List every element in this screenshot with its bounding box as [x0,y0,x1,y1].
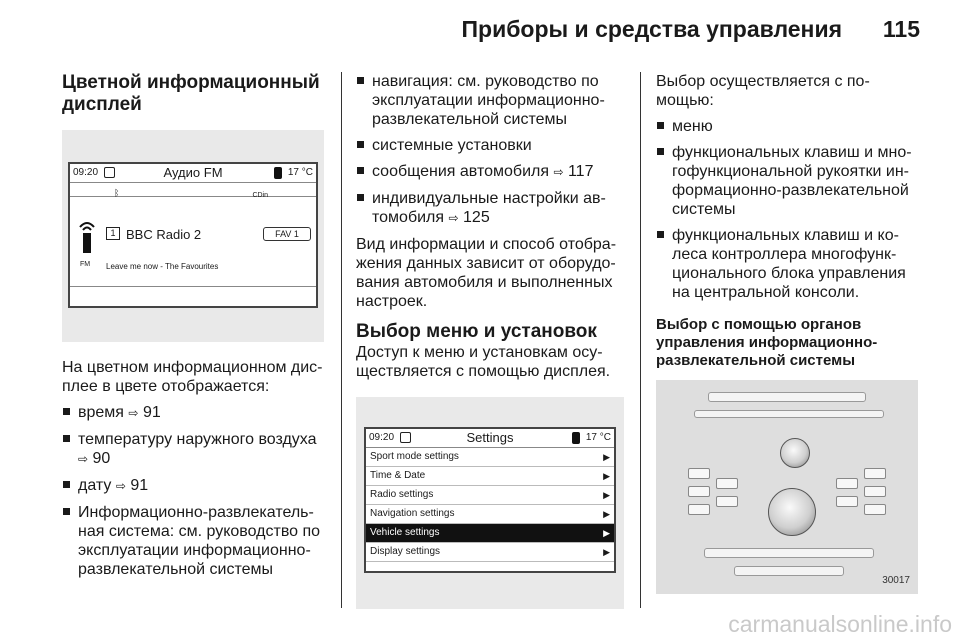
console-button[interactable] [716,478,738,489]
chevron-right-icon: ▶ [603,490,610,500]
chevron-right-icon: ▶ [603,452,610,462]
settings-menu-item[interactable] [366,524,614,543]
center-console-illustration [664,388,910,586]
page-reference[interactable]: 91 [130,477,149,494]
page-reference[interactable]: 117 [567,163,594,180]
column-divider-2 [640,72,641,608]
col1-item [62,403,324,423]
column-divider-1 [341,72,342,608]
band-label: FM [80,261,91,268]
col2-item [356,189,624,228]
list-item-text: функциональных клавиш и ко-леса контроллера многофунк-ционального блока управления на центральной консоли. [672,227,906,301]
song-info: Leave me now - The Favourites [106,262,219,271]
console-button[interactable] [864,468,886,479]
console-lower-strip [704,548,874,558]
screen-status-bar [70,164,316,183]
chevron-right-icon: ▶ [603,528,610,538]
console-bottom-strip [734,566,844,576]
screen-title: Settings [466,430,514,445]
settings-menu-label: Display settings [370,546,441,557]
col1-item [62,430,324,469]
col2-item [356,72,624,129]
arrow-ref-icon: ⇨ [448,211,459,225]
screen-bottom-bar [70,286,316,306]
screen-temperature: 17 °C [287,167,313,178]
screen-temperature: 17 °C [585,432,611,443]
console-button[interactable] [688,486,710,497]
settings-menu-item[interactable] [366,467,614,486]
display-screen-settings [364,427,616,573]
list-item-text: дату [78,477,112,494]
console-button[interactable] [688,504,710,515]
col2-section-text: Доступ к меню и установкам осу-ществляется с помощью дисплея. [356,344,611,380]
list-item-text: индивидуальные настройки ав-томобиля [372,190,606,226]
favourite-button[interactable]: FAV 1 [263,227,311,241]
list-item-text: системные установки [372,137,532,154]
chevron-right-icon: ▶ [603,471,610,481]
volume-knob[interactable] [780,438,810,468]
settings-menu-item[interactable] [366,505,614,524]
list-item-text: меню [672,118,713,135]
settings-menu-label: Radio settings [370,489,434,500]
list-item-text: сообщения автомобиля [372,163,549,180]
list-item-text: Информационно-развлекатель-ная система: см. руководство по эксплуатации информационно-развлекательной системы [78,504,321,578]
chevron-right-icon: ▶ [603,547,610,557]
arrow-ref-icon: ⇨ [553,165,564,179]
arrow-ref-icon: ⇨ [115,479,126,493]
page-number: 115 [882,16,920,42]
antenna-icon [77,219,97,253]
settings-menu-label: Vehicle settings [370,527,440,538]
col3-intro: Выбор осуществляется с по-мощью: [656,73,870,109]
multifunction-knob[interactable] [768,488,816,536]
settings-menu-item[interactable] [366,448,614,467]
page-reference[interactable]: 125 [463,209,490,226]
settings-menu-item[interactable] [366,543,614,562]
subhead-infotainment-controls: Выбор с помощью органов управления информационно-развлекательной системы [656,316,878,369]
col1-item [62,476,324,496]
settings-menu-label: Time & Date [370,470,426,481]
watermark: carmanualsonline.info [728,611,952,637]
bluetooth-icon: ᛒ [114,188,120,198]
thermometer-icon [274,167,282,179]
list-item-text: температуру наружного воздуха [78,431,317,448]
settings-menu-label: Sport mode settings [370,451,459,462]
figure-center-console [656,380,918,594]
settings-menu-label: Navigation settings [370,508,455,519]
console-button[interactable] [716,496,738,507]
console-button[interactable] [864,486,886,497]
screen-title: Аудио FM [163,165,223,180]
list-item-text: время [78,404,124,421]
settings-menu-item[interactable] [366,486,614,505]
col1-list [62,403,324,579]
arrow-ref-icon: ⇨ [128,406,139,420]
col2-item [356,136,624,155]
console-button[interactable] [688,468,710,479]
settings-menu [366,448,614,562]
screen-body [70,197,316,283]
col3-item [656,226,926,302]
col1-item [62,503,324,579]
page-reference[interactable]: 91 [142,404,161,421]
source-label: CDin [252,192,268,199]
page-title: Приборы и средства управления [461,16,842,42]
list-item-text: функциональных клавиш и мно-гофункциональной рукоятки ин-формационно-развлекательной системы [672,144,912,218]
col3-item [656,117,926,136]
console-button[interactable] [836,496,858,507]
screen-source-bar [70,183,316,197]
arrow-ref-icon: ⇨ [78,452,89,466]
section-title-color-display: Цветной информационный дисплей [62,72,320,115]
station-name: BBC Radio 2 [126,227,202,242]
page-header [0,16,960,52]
section-title-menu: Выбор меню и установок [356,321,597,342]
console-button[interactable] [864,504,886,515]
column-1 [62,72,324,586]
preset-number: 1 [106,227,120,240]
figure-code: 30017 [882,575,910,586]
page-reference[interactable]: 90 [92,450,111,467]
column-3 [656,72,926,594]
screen-status-bar [366,429,614,448]
col3-list [656,117,926,302]
column-2 [356,72,624,609]
figure-settings-screen [356,397,624,609]
screen-time: 09:20 [369,432,395,443]
display-screen-audio [68,162,318,308]
console-button[interactable] [836,478,858,489]
col2-paragraph: Вид информации и способ отобра-жения данных зависит от оборудо-вания автомобиля и выполненных настроек. [356,236,617,310]
console-strip [694,410,884,418]
screen-time: 09:20 [73,167,99,178]
figure-audio-screen [62,130,324,342]
cd-slot [708,392,866,402]
col2-item [356,162,624,182]
chevron-right-icon: ▶ [603,509,610,519]
col1-intro: На цветном информационном дис-плее в цвете отображается: [62,359,323,395]
col2-list [356,72,624,228]
thermometer-icon [572,432,580,444]
col3-item [656,143,926,219]
list-item-text: навигация: см. руководство по эксплуатации информационно-развлекательной системы [372,73,605,128]
